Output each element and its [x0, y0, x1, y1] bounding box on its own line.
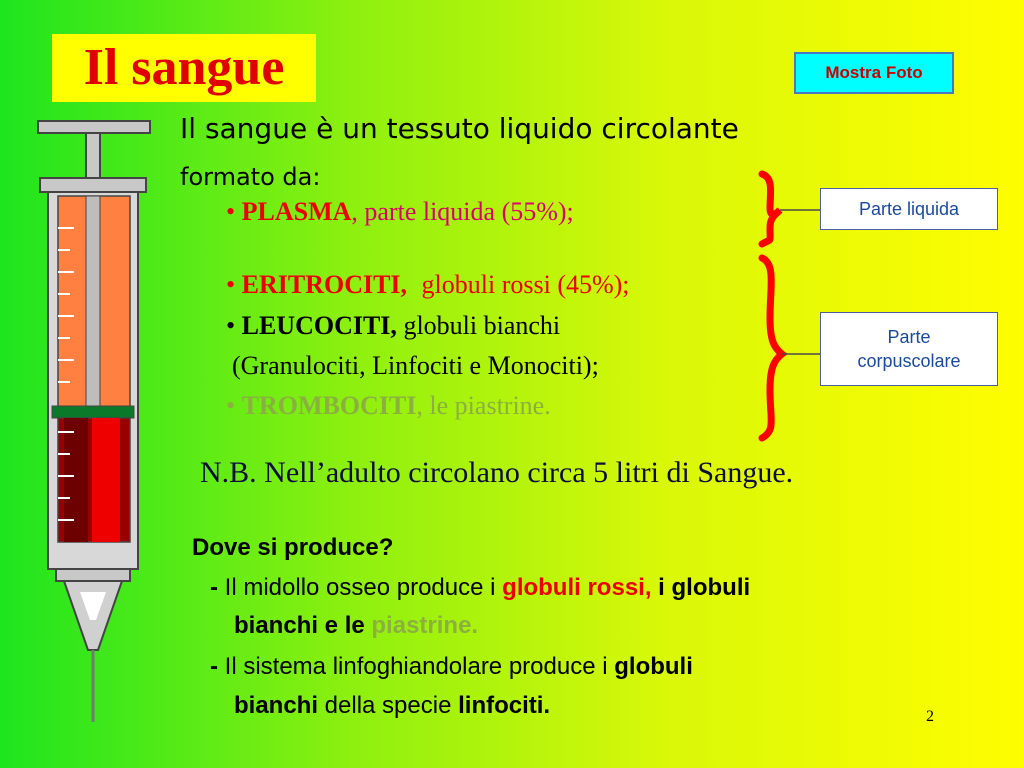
eritrociti-name: ERITROCITI,	[241, 270, 408, 299]
curly-bracket-icon	[740, 168, 830, 448]
trombociti-desc: , le piastrine.	[416, 391, 551, 420]
q4-bold2: linfociti.	[458, 692, 551, 719]
question-line-3	[210, 653, 693, 681]
syringe-icon	[0, 0, 170, 768]
corpuscolare-line-1: Parte	[887, 326, 931, 347]
dash: -	[210, 574, 218, 601]
q3-bold: globuli	[614, 653, 693, 680]
note-text: N.B. Nell’adulto circolano circa 5 litri di Sangue.	[200, 456, 794, 489]
question-line-2	[234, 612, 478, 640]
bullet-mark: •	[226, 391, 236, 420]
plasma-name: PLASMA	[241, 197, 352, 226]
q1-text: Il midollo osseo produce i	[218, 574, 503, 601]
label-parte-corpuscolare	[820, 312, 998, 386]
question-title: Dove si produce?	[192, 534, 394, 561]
bullet-trombociti	[226, 391, 551, 421]
intro-line-2: formato da:	[180, 163, 321, 191]
dash: -	[210, 653, 218, 680]
show-photo-button[interactable]: Mostra Foto	[794, 52, 954, 94]
q1-red: globuli rossi,	[502, 574, 652, 601]
trombociti-name: TROMBOCITI	[241, 391, 417, 420]
bullet-mark: •	[226, 311, 236, 340]
page-title: Il sangue	[83, 39, 285, 96]
q2-olive: piastrine.	[371, 612, 479, 639]
label-parte-liquida: Parte liquida	[820, 188, 998, 230]
plasma-desc: , parte liquida (55%);	[351, 197, 574, 226]
leucociti-desc: globuli bianchi	[396, 311, 561, 340]
q1-bold: i globuli	[651, 574, 751, 601]
question-line-1	[210, 574, 750, 602]
q4-text: della specie	[318, 692, 459, 719]
corpuscolare-line-2: corpuscolare	[857, 351, 961, 371]
q2-bold: bianchi e le	[234, 612, 372, 639]
bullet-plasma	[226, 197, 574, 227]
q3-text: Il sistema linfoghiandolare produce i	[218, 653, 615, 680]
intro-line-1: Il sangue è un tessuto liquido circolante	[180, 112, 739, 145]
question-line-4	[234, 692, 550, 720]
bullet-mark: •	[226, 197, 236, 226]
bullet-leucociti	[226, 311, 560, 341]
leucociti-name: LEUCOCITI,	[241, 311, 397, 340]
bullet-eritrociti	[226, 270, 630, 300]
leucociti-detail: (Granulociti, Linfociti e Monociti);	[232, 351, 599, 380]
bullet-mark: •	[226, 270, 236, 299]
eritrociti-desc: globuli rossi (45%);	[421, 270, 630, 299]
page-number: 2	[926, 708, 934, 725]
q4-bold: bianchi	[234, 692, 319, 719]
